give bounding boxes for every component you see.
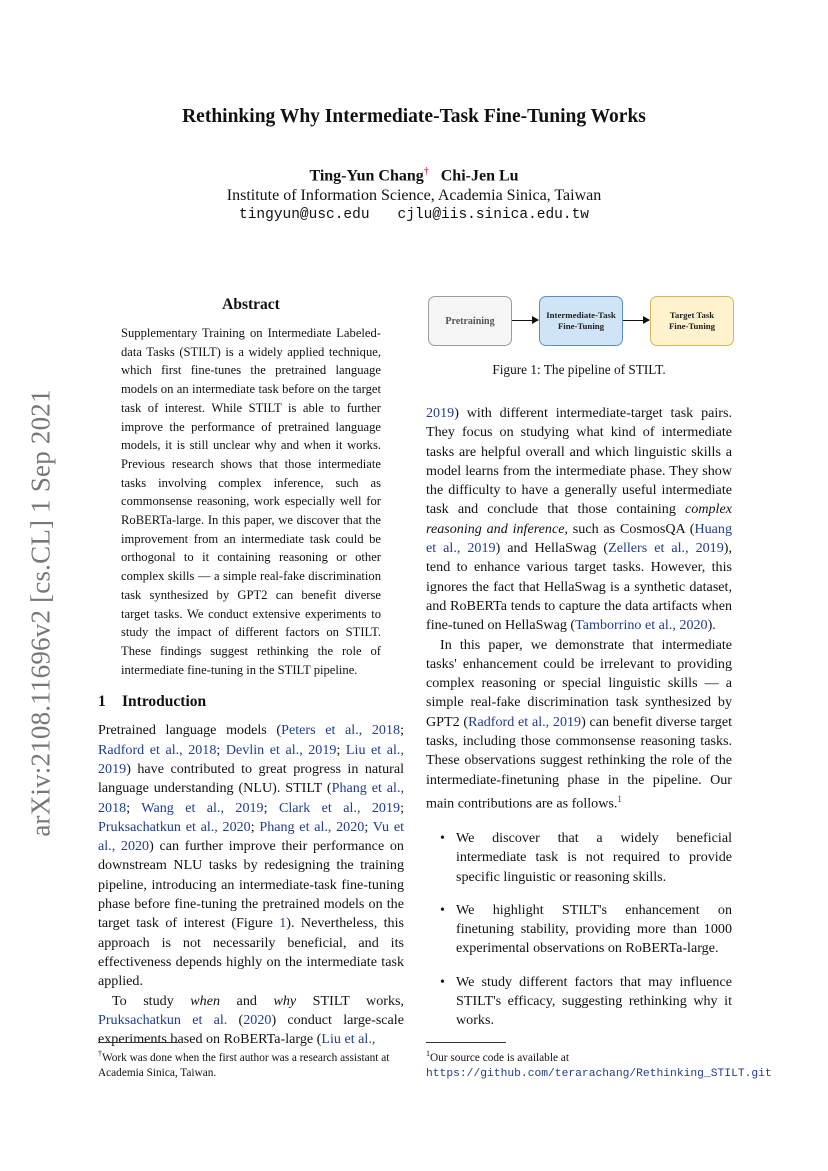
bullet-icon: • xyxy=(440,901,445,918)
author-name: Chi-Jen Lu xyxy=(440,167,519,185)
bullet-icon: • xyxy=(440,829,445,846)
citation-link[interactable]: Phang et al., 2020 xyxy=(259,818,365,835)
citation-link[interactable]: Phang et al., 2018 xyxy=(98,780,404,816)
citation-link[interactable]: Pruksachatkun et al. xyxy=(98,1011,228,1028)
target-task-box: Target Task Fine-Tuning xyxy=(650,296,734,346)
citation-link[interactable]: Radford et al., 2019 xyxy=(468,713,582,730)
intro-paragraph: To study when and why STILT works, Pruksachatkun et al. (2020) conduct large-scale experiments based on RoBERTa-large (Liu et al., xyxy=(98,992,404,1048)
author-line xyxy=(0,166,828,185)
footnote-rule xyxy=(98,1042,178,1043)
list-item: • We study different factors that may influence STILT's efficacy, suggesting rethinking why it works. xyxy=(440,973,732,1029)
footnote-text: †Work was done when the first author was a research assistant at Academia Sinica, Taiwan. xyxy=(98,1049,390,1080)
pretraining-box: Pretraining xyxy=(428,296,512,346)
citation-link[interactable]: Devlin et al., 2019 xyxy=(225,741,337,758)
paper-title: Rethinking Why Intermediate-Task Fine-Tuning Works xyxy=(182,106,646,127)
footnote-right xyxy=(426,1042,772,1083)
section-heading xyxy=(98,693,404,711)
citation-link[interactable]: Radford et al., 2018 xyxy=(98,741,217,758)
arxiv-identifier-text: arXiv:2108.11696v2 [cs.CL] 1 Sep 2021 xyxy=(25,389,56,837)
author-email: tingyun@usc.edu xyxy=(239,207,370,223)
citation-link[interactable]: 2020 xyxy=(243,1011,272,1028)
contributions-list xyxy=(426,829,732,1031)
left-column xyxy=(98,296,404,1049)
author-email: cjlu@iis.sinica.edu.tw xyxy=(397,207,589,223)
arxiv-identifier-stamp xyxy=(16,378,66,848)
citation-link[interactable]: Pruksachatkun et al., 2020 xyxy=(98,818,251,835)
author-emails xyxy=(0,207,828,223)
right-column xyxy=(426,290,732,1045)
author-name: Ting-Yun Chang xyxy=(309,167,424,185)
citation-link[interactable]: Liu et al., xyxy=(321,1031,376,1048)
arrow-icon xyxy=(623,320,649,321)
figure-caption: Figure 1: The pipeline of STILT. xyxy=(492,362,666,377)
footnote-rule xyxy=(426,1042,506,1043)
list-item: • We highlight STILT's enhancement on finetuning stability, providing more than 1000 experimental observations on RoBERTa-large. xyxy=(440,901,732,957)
pipeline-figure xyxy=(428,290,732,352)
list-item: • We discover that a widely beneficial intermediate task is not required to provide specific linguistic or reasoning skills. xyxy=(440,829,732,885)
body-paragraph: In this paper, we demonstrate that intermediate tasks' enhancement could be irrelevant to providing complex reasoning or special linguistic skills — a simple real-fake discrimination task synthesized by GPT2 (Radford et al., 2019) can benefit diverse target tasks, including those commonsense reasoning tasks. These observations suggest rethinking the role of the intermediate-finetuning phase in the pipeline. Our main contributions are as follows.$^1$ xyxy=(426,636,732,812)
citation-link[interactable]: Wang et al., 2019 xyxy=(141,799,264,816)
citation-link[interactable]: Zellers et al., 2019 xyxy=(608,540,724,557)
citation-link[interactable]: Clark et al., 2019 xyxy=(278,799,401,816)
source-code-link[interactable]: https://github.com/terarachang/Rethinking_STILT.git xyxy=(426,1068,772,1081)
citation-link[interactable]: Huang et al., 2019 xyxy=(426,520,733,557)
footnote-link[interactable]: 1 xyxy=(617,793,622,804)
citation-link[interactable]: Tamborrino et al., 2020 xyxy=(575,617,708,634)
section-title: Introduction xyxy=(122,693,207,711)
intermediate-task-box: Intermediate-Task Fine-Tuning xyxy=(539,296,623,346)
citation-link[interactable]: 2019 xyxy=(426,405,455,421)
citation-link[interactable]: Peters et al., 2018 xyxy=(281,722,401,739)
citation-link[interactable]: Vu et al., 2020 xyxy=(98,818,404,855)
author-footnote-mark: † xyxy=(423,166,429,177)
body-paragraph: 2019) with different intermediate-target task pairs. They focus on studying what kind of intermediate tasks are helpful overall and which linguistic skills a model learns from the intermediate phase. They show the difficulty to have a generally useful intermediate task and conclude that those containing complex reasoning and inference, such as CosmosQA (Huang et al., 2019) and HellaSwag (Zellers et al., 2019), tend to enhance various target tasks. However, this ignores the fact that HellaSwag is a synthetic dataset, and RoBERTa tends to capture the data artifacts when fine-tuned on HellaSwag (Tamborrino et al., 2020). xyxy=(426,405,733,634)
affiliation: Institute of Information Science, Academia Sinica, Taiwan xyxy=(226,187,602,204)
arrow-icon xyxy=(512,320,538,321)
intro-paragraph: Pretrained language models (Peters et al., 2018; Radford et al., 2018; Devlin et al., 2019; Liu et al., 2019) have contributed to great progress in natural language understanding (NLU). STILT (Phang et al., 2018; Wang et al., 2019; Clark et al., 2019; Pruksachatkun et al., 2020; Phang et al., 2020; Vu et al., 2020) can further improve their performance on downstream NLU tasks by redesigning the training pipeline, introducing an intermediate-task fine-tuning phase before fine-tuning the pretrained models on the target task of interest (Figure 1). Nevertheless, this approach is not necessarily beneficial, and its effectiveness depends highly on the intermediate task applied. xyxy=(98,722,404,990)
bullet-icon: • xyxy=(440,973,445,990)
citation-link[interactable]: Liu et al., 2019 xyxy=(98,741,404,777)
footnote-left xyxy=(98,1042,404,1082)
section-number: 1 xyxy=(98,693,106,711)
figure-reference-link[interactable]: 1 xyxy=(279,915,287,932)
abstract-text: Supplementary Training on Intermediate Labeled-data Tasks (STILT) is a widely applied technique, which first fine-tunes the pretrained language models on an intermediate task before on the target task of interest. While STILT is able to further improve the performance of pretrained language models, it is still unclear why and when it works. Previous research shows that those intermediate tasks involving complex inference, such as commonsense reasoning, work especially well for RoBERTa-large. In this paper, we discover that the improvement from an intermediate task could be orthogonal to it containing reasoning or other complex skills — a simple real-fake discrimination task synthesized by GPT2 can benefit diverse target tasks. We conduct extensive experiments to study the impact of different factors on STILT. These findings suggest rethinking the role of intermediate fine-tuning in the STILT pipeline. xyxy=(121,326,381,677)
abstract-heading: Abstract xyxy=(222,296,280,313)
footnote-text: $^1$Our source code is available at https://github.com/terarachang/Rethinking_STILT.git xyxy=(426,1049,772,1081)
